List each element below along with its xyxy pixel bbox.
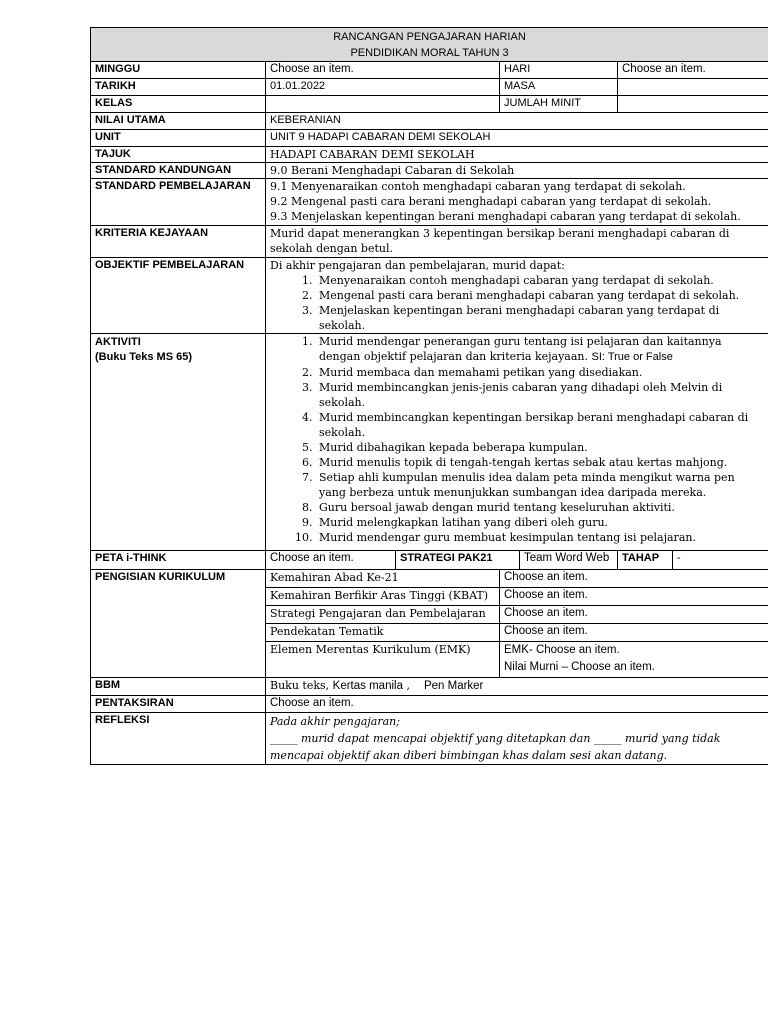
masa-field[interactable]	[618, 79, 768, 96]
standard-kandungan-value[interactable]: 9.0 Berani Menghadapi Cabaran di Sekolah	[266, 163, 768, 179]
pengisian-label: PENGISIAN KURIKULUM	[91, 570, 266, 678]
pengisian-item-name: Pendekatan Tematik	[266, 624, 500, 642]
list-item: 5. Murid dibahagikan kepada beberapa kumpulan.	[316, 440, 764, 455]
si-note: SI: True or False	[591, 351, 673, 363]
pentaksiran-label: PENTAKSIRAN	[91, 696, 266, 713]
jumlah-minit-label: JUMLAH MINIT	[500, 96, 618, 113]
plan-header	[91, 28, 768, 62]
tarikh-label: TARIKH	[91, 79, 266, 96]
objektif-list	[270, 273, 764, 333]
emk-name: Elemen Merentas Kurikulum (EMK)	[266, 642, 500, 678]
list-item: 1. Menyenaraikan contoh menghadapi cabaran yang terdapat di sekolah.	[316, 273, 764, 288]
refleksi-line: Pada akhir pengajaran;	[270, 715, 400, 728]
peta-label: PETA i-THINK	[91, 551, 266, 570]
standard-pembelajaran-item: 9.2 Mengenal pasti cara berani menghadapi cabaran yang terdapat di sekolah.	[270, 195, 712, 208]
pengisian-dropdown[interactable]: Choose an item.	[500, 588, 768, 606]
list-item: 7. Setiap ahli kumpulan menulis idea dalam peta minda mengikut warna pen yang berbeza untuk menunjukkan sumbangan idea daripada mereka.	[316, 470, 764, 500]
tarikh-field[interactable]: 01.01.2022	[266, 79, 500, 96]
emk-prefix: EMK-	[504, 644, 536, 656]
unit-label: UNIT	[91, 130, 266, 147]
plan-title: RANCANGAN PENGAJARAN HARIAN	[333, 31, 526, 43]
nilai-murni-line	[504, 659, 764, 676]
pengisian-dropdown[interactable]: Choose an item.	[500, 606, 768, 624]
standard-kandungan-label: STANDARD KANDUNGAN	[91, 163, 266, 179]
kelas-label: KELAS	[91, 96, 266, 113]
standard-pembelajaran-value[interactable]	[266, 179, 768, 226]
nilai-utama-label: NILAI UTAMA	[91, 113, 266, 130]
bbm-part: Kertas manila	[332, 680, 403, 692]
list-item: 10. Murid mendengar guru membuat kesimpulan tentang isi pelajaran.	[316, 530, 764, 545]
bbm-part: Pen Marker	[423, 680, 484, 692]
pengisian-item-name: Strategi Pengajaran dan Pembelajaran	[266, 606, 500, 624]
bbm-label: BBM	[91, 678, 266, 696]
pengisian-dropdown[interactable]: Choose an item.	[500, 624, 768, 642]
nilai-murni-prefix: Nilai Murni –	[504, 661, 572, 673]
aktiviti-list	[270, 334, 764, 545]
bbm-separator: ,	[402, 679, 424, 692]
plan-subtitle: PENDIDIKAN MORAL TAHUN 3	[350, 47, 509, 59]
list-item: 9. Murid melengkapkan latihan yang diberi oleh guru.	[316, 515, 764, 530]
peta-dropdown[interactable]: Choose an item.	[266, 551, 396, 570]
jumlah-minit-field[interactable]	[618, 96, 768, 113]
standard-pembelajaran-item: 9.3 Menjelaskan kepentingan berani menghadapi cabaran yang terdapat di sekolah.	[270, 210, 741, 223]
emk-dropdown[interactable]: Choose an item.	[535, 644, 620, 656]
aktiviti-item-text: Murid mendengar penerangan guru tentang isi pelajaran dan kaitannya dengan objektif pelajaran dan kriteria kejayaan.	[319, 335, 722, 363]
pengisian-item-name: Kemahiran Abad Ke-21	[266, 570, 500, 588]
list-item: 2. Murid membaca dan memahami petikan yang disediakan.	[316, 365, 764, 380]
nilai-murni-dropdown[interactable]: Choose an item.	[571, 661, 655, 673]
nilai-utama-value[interactable]: KEBERANIAN	[266, 113, 768, 130]
bbm-part: Buku teks,	[270, 679, 333, 692]
aktiviti-value[interactable]	[266, 334, 768, 551]
pentaksiran-dropdown[interactable]: Choose an item.	[266, 696, 768, 713]
emk-cell	[500, 642, 768, 678]
pengisian-dropdown[interactable]: Choose an item.	[500, 570, 768, 588]
strategi-value[interactable]: Team Word Web	[520, 551, 618, 570]
bbm-value[interactable]	[266, 678, 768, 696]
list-item: 6. Murid menulis topik di tengah-tengah kertas sebak atau kertas mahjong.	[316, 455, 764, 470]
standard-pembelajaran-item: 9.1 Menyenaraikan contoh menghadapi cabaran yang terdapat di sekolah.	[270, 180, 686, 193]
aktiviti-sublabel: (Buku Teks MS 65)	[95, 351, 192, 363]
list-item	[316, 334, 764, 365]
tahap-label: TAHAP	[618, 551, 673, 570]
pengisian-item-name: Kemahiran Berfikir Aras Tinggi (KBAT)	[266, 588, 500, 606]
list-item: 2. Mengenal pasti cara berani menghadapi cabaran yang terdapat di sekolah.	[316, 288, 764, 303]
list-item: 8. Guru bersoal jawab dengan murid tentang keseluruhan aktiviti.	[316, 500, 764, 515]
strategi-label: STRATEGI PAK21	[396, 551, 520, 570]
objektif-intro: Di akhir pengajaran dan pembelajaran, murid dapat:	[270, 259, 565, 272]
refleksi-line: _____ murid dapat mencapai objektif yang ditetapkan dan _____ murid yang tidak mencapai objektif akan diberi bimbingan khas dalam sesi akan datang.	[270, 732, 721, 762]
kelas-field[interactable]	[266, 96, 500, 113]
aktiviti-label: AKTIVITI	[95, 336, 141, 348]
standard-pembelajaran-label: STANDARD PEMBELAJARAN	[91, 179, 266, 226]
aktiviti-label-cell	[91, 334, 266, 551]
kriteria-label: KRITERIA KEJAYAAN	[91, 226, 266, 258]
list-item: 3. Murid membincangkan jenis-jenis cabaran yang dihadapi oleh Melvin di sekolah.	[316, 380, 764, 410]
hari-dropdown[interactable]: Choose an item.	[618, 62, 768, 79]
tajuk-value[interactable]: HADAPI CABARAN DEMI SEKOLAH	[266, 147, 768, 163]
tajuk-label: TAJUK	[91, 147, 266, 163]
objektif-label: OBJEKTIF PEMBELAJARAN	[91, 258, 266, 334]
emk-line	[504, 642, 764, 659]
objektif-value[interactable]	[266, 258, 768, 334]
hari-label: HARI	[500, 62, 618, 79]
tahap-value[interactable]: -	[673, 551, 768, 570]
lesson-plan-table	[90, 27, 768, 765]
masa-label: MASA	[500, 79, 618, 96]
list-item: 3. Menjelaskan kepentingan berani menghadapi cabaran yang terdapat di sekolah.	[316, 303, 764, 333]
unit-value[interactable]: UNIT 9 HADAPI CABARAN DEMI SEKOLAH	[266, 130, 768, 147]
list-item: 4. Murid membincangkan kepentingan bersikap berani menghadapi cabaran di sekolah.	[316, 410, 764, 440]
refleksi-label: REFLEKSI	[91, 713, 266, 765]
minggu-dropdown[interactable]: Choose an item.	[266, 62, 500, 79]
refleksi-value[interactable]	[266, 713, 768, 765]
kriteria-value[interactable]: Murid dapat menerangkan 3 kepentingan bersikap berani menghadapi cabaran di sekolah dengan betul.	[266, 226, 768, 258]
minggu-label: MINGGU	[91, 62, 266, 79]
